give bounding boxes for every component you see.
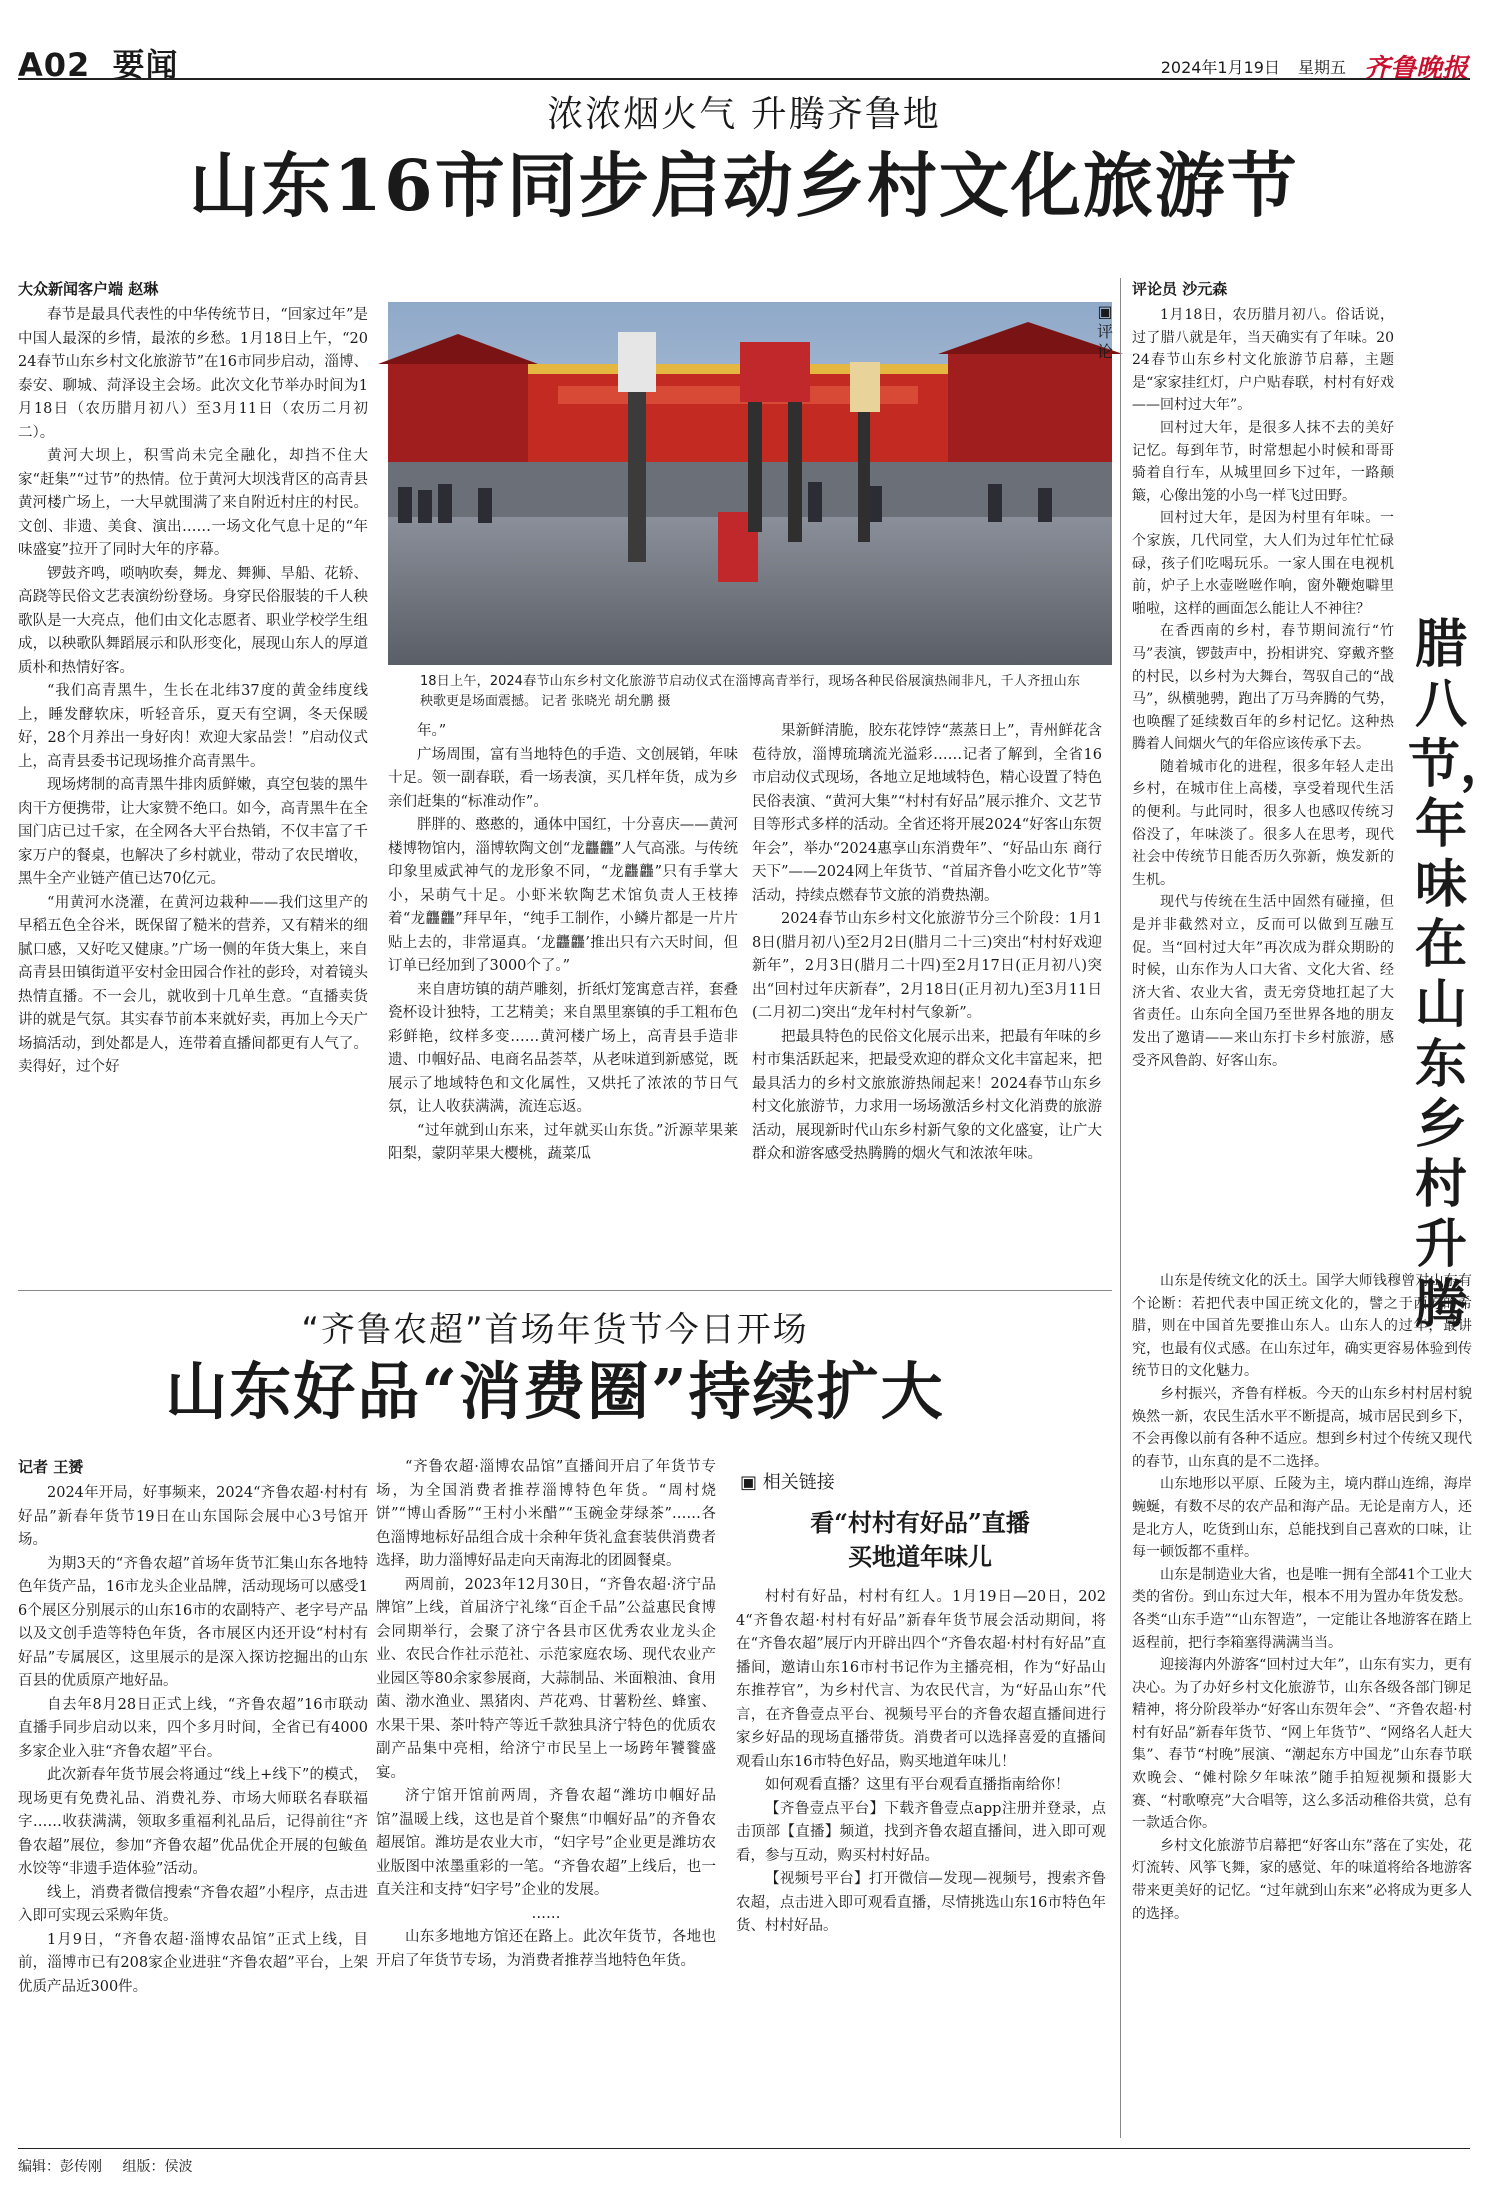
related-link-label: 相关链接 — [762, 1472, 835, 1493]
paragraph: 如何观看直播？这里有平台观看直播指南给你！ — [765, 1777, 1070, 1793]
paragraph: 此次新春年货节展会将通过“线上+线下”的模式，现场更有免费礼品、消费礼券、市场大师联名春联福字……收获满满，领取多重福利礼品后，记得前往“齐鲁农超”展位，参加“齐鲁农超”优品优企开展的包鲅鱼水饺等“非遗手造体验”活动。 — [18, 1767, 368, 1877]
commentary-vertical-title: 腊八节，年味在山东乡村升腾 — [1408, 614, 1512, 1335]
story1-kicker: 浓浓烟火气 升腾齐鲁地 — [547, 94, 941, 135]
paragraph: 山东多地地方馆还在路上。此次年货节，各地也开启了年货节专场，为消费者推荐当地特色年货。 — [376, 1929, 716, 1969]
paragraph: 自去年8月28日正式上线，“齐鲁农超”16市联动直播手同步启动以来，四个多月时间，全省已有4000多家企业入驻“齐鲁农超”平台。 — [18, 1696, 368, 1760]
section-name: 要闻 — [112, 46, 179, 84]
paragraph: 在香西南的乡村，春节期间流行“竹马”表演，锣鼓声中，扮相讲究、穿戴齐整的村民，以乡村为大舞台，驾驭自己的“战马”，纵横驰骋，跑出了万马奔腾的气势，也唤醒了延续数百年的乡村记忆。这种热腾着人间烟火气的年俗应该传承下去。 — [1132, 623, 1394, 753]
paragraph: 山东是制造业大省，也是唯一拥有全部41个工业大类的省份。到山东过大年，根本不用为置办年货发愁。各类“山东手造”“山东智造”，一定能让各地游客在踏上返程前，把行李箱塞得满满当当。 — [1132, 1566, 1472, 1651]
paragraph: 【视频号平台】打开微信—发现—视频号，搜索齐鲁农超，点击进入即可观看直播，尽情挑选山东16市特色年货、村村好品。 — [736, 1871, 1106, 1934]
photo-caption: 18日上午，2024春节山东乡村文化旅游节启动仪式在淄博高青举行，现场各种民俗展演热闹非凡，千人齐扭山东秧歌更是场面震撼。 记者 张晓光 胡允鹏 摄 — [420, 674, 1080, 709]
paragraph: 济宁馆开馆前两周，齐鲁农超“潍坊巾帼好品馆”温暖上线，这也是首个聚焦“巾帼好品”的齐鲁农超展馆。潍坊是农业大市，“妇字号”企业更是潍坊农业版图中浓墨重彩的一笔。“齐鲁农超”上线后，也一直关注和支持“妇字号”企业的发展。 — [376, 1788, 716, 1898]
paragraph: 广场周围，富有当地特色的手造、文创展销，年味十足。领一副春联，看一场表演，买几样年货，成为乡亲们赶集的“标准动作”。 — [388, 746, 738, 810]
column-divider — [1120, 278, 1121, 2138]
header-rule — [18, 78, 1470, 80]
commentary-tag — [1092, 302, 1118, 362]
related-headline-line2: 买地道年味儿 — [848, 1542, 992, 1571]
paragraph: 山东地形以平原、丘陵为主，境内群山连绵，海岸蜿蜒，有数不尽的农产品和海产品。无论是南方人，还是北方人，吃货到山东，总能找到自己喜欢的口味，让每一顿饭都不重样。 — [1132, 1476, 1472, 1561]
editor-credit: 编辑：彭传刚 — [18, 2159, 102, 2175]
paragraph: 来自唐坊镇的葫芦雕刻，折纸灯笼寓意吉祥，套叠瓷杯设计独特，工艺精美；来自黑里寨镇的手工粗布色彩鲜艳，纹样多变……黄河楼广场上，高青县手造非遗、巾帼好品、电商名品荟萃，从老味道到新感觉，既展示了地域特色和文化属性，又烘托了浓浓的节日气氛，让人收获满满，流连忘返。 — [388, 981, 738, 1115]
paragraph: 【齐鲁壹点平台】下载齐鲁壹点app注册并登录，点击顶部【直播】频道，找到齐鲁农超直播间，进入即可观看，参与互动，购买村村好品。 — [736, 1800, 1106, 1864]
designer-credit: 组版：侯波 — [122, 2159, 193, 2175]
weekday: 星期五 — [1297, 58, 1346, 77]
paragraph: 乡村振兴，齐鲁有样板。今天的山东乡村村居村貌焕然一新，农民生活水平不断提高，城市居民到乡下，不会再像以前有各种不适应。想到乡村过个传统又现代的春节，山东真的是不二选择。 — [1132, 1385, 1472, 1470]
paragraph: 现代与传统在生活中固然有碰撞，但是并非截然对立，反而可以做到互融互促。当“回村过大年”再次成为群众期盼的时候，山东作为人口大省、文化大省、经济大省、农业大省，责无旁贷地扛起了大省责任。山东向全国乃至世界各地的朋友发出了邀请——来山东打卡乡村旅游，感受齐风鲁韵、好客山东。 — [1132, 894, 1394, 1069]
commentary-tag-label: 评论 — [1096, 322, 1113, 361]
paragraph: 线上，消费者微信搜索“齐鲁农超”小程序，点击进入即可实现云采购年货。 — [18, 1884, 368, 1924]
paragraph: 为期3天的“齐鲁农超”首场年货节汇集山东各地特色年货产品，16市龙头企业品牌，活动现场可以感受16个展区分别展示的山东16市的农副特产、老字号产品以及文创手造等特色年货，各市展区内还开设“村村有好品”专属展区，这里展示的是深入探访挖掘出的山东百县的优质原产地好品。 — [18, 1555, 368, 1689]
paragraph: 把最具特色的民俗文化展示出来，把最有年味的乡村市集活跃起来，把最受欢迎的群众文化丰富起来，把最具活力的乡村文旅旅游热闹起来！2024春节山东乡村文化旅游节，力求用一场场激活乡村文化消费的旅游活动，展现新时代山东乡村新气象的文化盛宴，让广大群众和游客感受热腾腾的烟火气和浓浓年味。 — [752, 1028, 1102, 1162]
related-link-tag — [740, 1468, 835, 1494]
story2-column-2 — [376, 1456, 716, 1973]
paragraph: 随着城市化的进程，很多年轻人走出乡村，在城市住上高楼，享受着现代生活的便利。与此同时，很多人也感叹传统习俗没了，年味淡了。很多人在思考，现代社会中传统节日能否历久弥新，焕发新的生机。 — [1132, 758, 1394, 888]
paragraph: “齐鲁农超·淄博农品馆”直播间开启了年货节专场，为全国消费者推荐淄博特色年货。“周村烧饼”“博山香肠”“王村小米醋”“玉碗金芽绿茶”……各色淄博地标好品组合成十余种年货礼盒套装供消费者选择，助力淄博好品走向天南海北的团圆餐桌。 — [376, 1459, 716, 1569]
paragraph: 年。” — [417, 723, 447, 739]
paragraph: 1月9日，“齐鲁农超·淄博农品馆”正式上线，目前，淄博市已有208家企业进驻“齐鲁农超”平台，上架优质产品近300件。 — [18, 1931, 368, 1995]
story2-kicker: “齐鲁农超”首场年货节今日开场 — [301, 1310, 809, 1350]
date: 2024年1月19日 — [1160, 58, 1280, 77]
paragraph: “用黄河水浇灌，在黄河边栽种——我们这里产的早稻五色全谷米，既保留了糙米的营养，又有精米的细腻口感，又好吃又健康。”广场一侧的年货大集上，来自高青县田镇街道平安村金田园合作社的彭玲，对着镜头热情直播。不一会儿，就收到十几单生意。“直播卖货讲的就是气氛。其实春节前本来就好卖，再加上今天广场搞活动，到处都是人，连带着直播间都更有人气了。卖得好，过个好 — [18, 894, 368, 1075]
story1-byline: 大众新闻客户端 赵琳 — [18, 280, 159, 298]
commentary-byline: 评论员 沙元森 — [1132, 280, 1228, 298]
story2-byline: 记者 王赟 — [18, 1458, 84, 1476]
paragraph: 山东是传统文化的沃土。国学大师钱穆曾对山东有个论断：若把代表中国正统文化的，譬之于西方的希腊，则在中国首先要推山东人。山东人的过年，最讲究，也最有仪式感。在山东过年，确实更容易体验到传统节日的文化魅力。 — [1132, 1273, 1472, 1380]
paragraph: 回村过大年，是因为村里有年味。一个家族，几代同堂，大人们为过年忙忙碌碌，孩子们吃喝玩乐。一家人围在电视机前，炉子上水壶咝咝作响，窗外鞭炮噼里啪啦，这样的画面怎么能让人不神往？ — [1132, 510, 1394, 617]
paragraph: 迎接海内外游客“回村过大年”，山东有实力，更有决心。为了办好乡村文化旅游节，山东各级各部门铆足精神，将分阶段举办“好客山东贺年会”、“齐鲁农超·村村有好品”新春年货节、“网上年货节”、“网络名人赶大集”、春节“村晚”展演、“潮起东方中国龙”山东春节联欢晚会、“傩村除夕年味浓”随手拍短视频和摄影大赛、“村歌嘹亮”大合唱等，这么多活动稚俗共赏，总有一款适合你。 — [1132, 1657, 1472, 1832]
related-headline — [730, 1506, 1110, 1574]
commentary-text-bottom — [1132, 1270, 1472, 1925]
paragraph: 锣鼓齐鸣，唢呐吹奏，舞龙、舞狮、旱船、花轿、高跷等民俗文艺表演纷纷登场。身穿民俗服装的千人秧歌队是一大亮点，他们由文化志愿者、职业学校学生组成，以秧歌队舞蹈展示和队形变化，展现山东人的厚道质朴和热情好客。 — [18, 565, 368, 676]
page-number: A02 — [18, 46, 91, 84]
commentary-tag-icon: ▣ — [1097, 302, 1113, 321]
paragraph: 回村过大年，是很多人抹不去的美好记忆。每到年节，时常想起小时候和哥哥骑着自行车，从城里回乡下过年，一路颠簸，心像出笼的小鸟一样飞过田野。 — [1132, 419, 1394, 504]
paragraph: 黄河大坝上，积雪尚未完全融化，却挡不住大家“赶集”“过节”的热情。位于黄河大坝浅背区的高青县黄河楼广场上，一大早就围满了来自附近村庄的村民。文创、非遗、美食、演出……一场文化气息十足的“年味盛宴”拉开了同时大年的序幕。 — [18, 448, 368, 558]
paragraph: 2024年开局，好事频来，2024“齐鲁农超·村村有好品”新春年货节19日在山东国际会展中心3号馆开场。 — [18, 1485, 368, 1548]
paragraph: 乡村文化旅游节启幕把“好客山东”落在了实处，花灯流转、风筝飞舞，家的感觉、年的味道将给各地游客带来更美好的记忆。“过年就到山东来”必将成为更多人的选择。 — [1132, 1837, 1472, 1922]
story1-column-3 — [752, 720, 1102, 1167]
paragraph: …… — [531, 1905, 561, 1922]
footer-credits — [18, 2156, 192, 2176]
story1-column-2 — [388, 720, 738, 1167]
paragraph: 村村有好品，村村有红人。1月19日—20日，2024“齐鲁农超·村村有好品”新春年货节展会活动期间，将在“齐鲁农超”展厅内开辟出四个“齐鲁农超·村村有好品”直播间，邀请山东16市村书记作为主播亮相，作为“好品山东推荐官”，为乡村代言、为农民代言，为“好品山东”代言，在齐鲁壹点平台、视频号平台的齐鲁农超直播间进行家乡好品的现场直播带货。消费者可以选择喜爱的直播间观看山东16市特色好品，购买地道年味儿！ — [736, 1589, 1106, 1770]
related-link-icon: ▣ — [740, 1472, 758, 1493]
paragraph: 果新鲜清脆，胶东花饽饽“蒸蒸日上”，青州鲜花含苞待放，淄博琉璃流光溢彩……记者了解到，全省16市启动仪式现场，各地立足地域特色，精心设置了特色民俗表演、“黄河大集”“村村有好品”展示推介、文艺节目等形式多样的活动。全省还将开展2024“好客山东贺年会”，举办“2024惠享山东消费年”、“好品山东 商行天下”——2024网上年货节、“首届齐鲁小吃文化节”等活动，持续点燃春节文旅的消费热潮。 — [752, 723, 1102, 904]
paragraph: 胖胖的、憨憨的，通体中国红，十分喜庆——黄河楼博物馆内，淄博软陶文创“龙龘龘”人气高涨。与传统印象里威武神气的龙形象不同，“龙龘龘”只有手掌大小，呆萌气十足。小虾米软陶艺术馆负责人王枝捧着“龙龘龘”拜早年，“纯手工制作，小鳞片都是一片片贴上去的，非常逼真。‘龙龘龘’推出只有六天时间，但订单已经加到了3000个了。” — [388, 817, 738, 974]
related-text — [736, 1586, 1106, 1939]
story1-column-1 — [18, 304, 368, 1080]
story1-headline: 山东16市同步启动乡村文化旅游节 — [189, 144, 1299, 227]
paragraph: “过年就到山东来，过年就买山东货。”沂源苹果莱阳梨，蒙阴苹果大樱桃，蔬菜瓜 — [388, 1122, 738, 1162]
paragraph: 1月18日，农历腊月初八。俗话说，过了腊八就是年，当天确实有了年味。2024春节山东乡村文化旅游节启幕，主题是“家家挂红灯，户户贴春联，村村有好戏——回村过大年”。 — [1132, 307, 1394, 414]
paragraph: 现场烤制的高青黑牛排肉质鲜嫩，真空包装的黑牛肉干方便携带，让大家赞不绝口。如今，高青黑牛在全国门店已过千家，在全网各大平台热销，不仅丰富了千家万户的餐桌，也解决了乡村就业，带动了农民增收，黑牛全产业链产值已达70亿元。 — [18, 777, 368, 887]
paragraph: 春节是最具代表性的中华传统节日，“回家过年”是中国人最深的乡情，最浓的乡愁。1月18日上午，“2024春节山东乡村文化旅游节”在16市同步启动，淄博、泰安、聊城、菏泽设主会场。此次文化节举办时间为1月18日（农历腊月初八）至3月11日（农历二月初二）。 — [18, 307, 368, 441]
commentary-text-top — [1132, 304, 1394, 1072]
paragraph: 两周前，2023年12月30日，“齐鲁农超·济宁品牌馆”上线，首届济宁礼缘“百企千品”公益惠民食博会同期举行，会聚了济宁各县市区优秀农业龙头企业、农民合作社示范社、示范家庭农场、现代农业产业园区等80余家参展商，大蒜制品、米面粮油、食用菌、渤水渔业、黑猪肉、芦花鸡、甘薯粉丝、蜂蜜、水果干果、茶叶特产等近千款独具济宁特色的优质农副产品集中亮相，给济宁市民呈上一场跨年饕餮盛宴。 — [376, 1576, 716, 1781]
footer-rule — [18, 2148, 1470, 2149]
paragraph: “我们高青黑牛，生长在北纬37度的黄金纬度线上，睡发酵软床，听轻音乐，夏天有空调，冬天保暖好，28个月养出一身好肉！欢迎大家品尝！”启动仪式上，高青县委书记现场推介高青黑牛。 — [18, 683, 368, 770]
story-divider — [18, 1290, 1112, 1291]
newspaper-logo: 齐鲁晚报 — [1363, 54, 1468, 84]
paragraph: 2024春节山东乡村文化旅游节分三个阶段：1月18日(腊月初八)至2月2日(腊月二十三)突出“村村好戏迎新年”，2月3日(腊月二十四)至2月17日(正月初八)突出“回村过年庆新春”，2月18日(正月初九)至3月11日(二月初二)突出“龙年村村气象新”。 — [752, 911, 1102, 1021]
news-photo — [388, 302, 1112, 665]
story2-column-1 — [18, 1482, 368, 1999]
story2-headline: 山东好品“消费圈”持续扩大 — [165, 1355, 945, 1428]
related-headline-line1: 看“村村有好品”直播 — [810, 1508, 1030, 1537]
